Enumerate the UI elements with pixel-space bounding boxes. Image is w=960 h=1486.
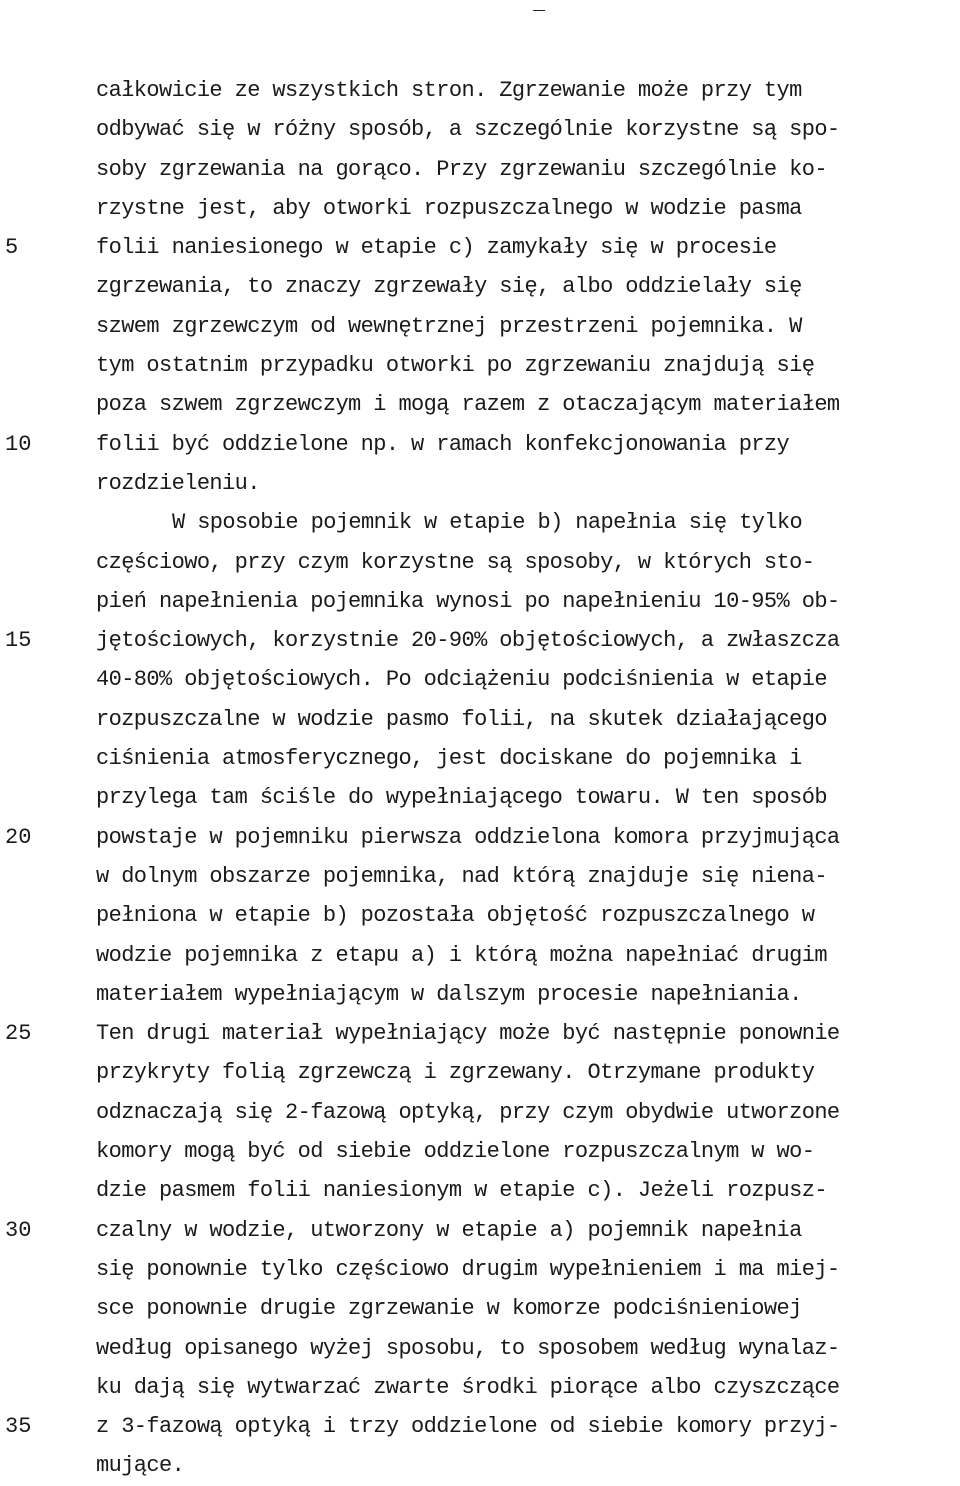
text-line: powstaje w pojemniku pierwsza oddzielona komora przyjmująca — [96, 824, 840, 850]
text-line: całkowicie ze wszystkich stron. Zgrzewanie może przy tym — [96, 78, 802, 103]
text-line: dzie pasmem folii naniesionym w etapie c). Jeżeli rozpusz- — [96, 1178, 827, 1204]
text-line: częściowo, przy czym korzystne są sposoby, w których sto- — [96, 549, 815, 575]
text-line: komory mogą być od siebie oddzielone rozpuszczalnym w wo- — [96, 1139, 815, 1165]
document-body — [96, 71, 960, 1486]
text-line: folii być oddzielone np. w ramach konfekcjonowania przy — [96, 431, 790, 457]
text-line: szwem zgrzewczym od wewnętrznej przestrzeni pojemnika. W — [96, 313, 802, 339]
paragraph-first-line: W sposobie pojemnik w etapie b) napełnia się tylko — [172, 510, 803, 536]
text-line: ku dają się wytwarzać zwarte środki piorące albo czyszczące — [96, 1374, 840, 1400]
text-line: się ponownie tylko częściowo drugim wypełnieniem i ma miej- — [96, 1256, 840, 1282]
line-number: 10 — [5, 432, 32, 457]
text-line: mujące. — [96, 1453, 185, 1479]
text-line: poza szwem zgrzewczym i mogą razem z otaczającym materiałem — [96, 392, 840, 418]
text-line: według opisanego wyżej sposobu, to sposobem według wynalaz- — [96, 1335, 840, 1361]
text-line: Ten drugi materiał wypełniający może być następnie ponownie — [96, 1021, 840, 1047]
line-number: 20 — [5, 825, 32, 850]
text-line: soby zgrzewania na gorąco. Przy zgrzewaniu szczególnie ko- — [96, 156, 827, 182]
text-line: jętościowych, korzystnie 20-90% objętościowych, a zwłaszcza — [96, 628, 840, 654]
text-line: sce ponownie drugie zgrzewanie w komorze podciśnieniowej — [96, 1296, 802, 1322]
text-line: rozdzieleniu. — [96, 470, 260, 496]
text-line: rozpuszczalne w wodzie pasmo folii, na skutek działającego — [96, 706, 827, 732]
line-number: 35 — [5, 1414, 32, 1439]
text-line: przykryty folią zgrzewczą i zgrzewany. Otrzymane produkty — [96, 1060, 815, 1086]
text-line: pełniona w etapie b) pozostała objętość rozpuszczalnego w — [96, 903, 815, 929]
text-line: 40-80% objętościowych. Po odciążeniu podciśnienia w etapie — [96, 667, 827, 693]
text-line: zgrzewania, to znaczy zgrzewały się, albo oddzielały się — [96, 274, 802, 300]
line-number: 30 — [5, 1218, 32, 1243]
text-line: odbywać się w różny sposób, a szczególnie korzystne są spo- — [96, 117, 840, 143]
text-line: z 3-fazową optyką i trzy oddzielone od siebie komory przyj- — [96, 1414, 840, 1440]
text-line: pień napełnienia pojemnika wynosi po napełnieniu 10-95% ob- — [96, 588, 840, 614]
text-line: odznaczają się 2-fazową optyką, przy czym obydwie utworzone — [96, 1099, 840, 1125]
text-line: folii naniesionego w etapie c) zamykały się w procesie — [96, 235, 777, 261]
text-line: przylega tam ściśle do wypełniającego towaru. W ten sposób — [96, 785, 827, 811]
text-line: w dolnym obszarze pojemnika, nad którą znajduje się niena- — [96, 863, 827, 889]
line-number: 25 — [5, 1021, 32, 1046]
line-number: 5 — [5, 235, 19, 260]
text-line: tym ostatnim przypadku otworki po zgrzewaniu znajdują się — [96, 353, 815, 379]
text-line: wodzie pojemnika z etapu a) i którą można napełniać drugim — [96, 942, 827, 968]
text-line: rzystne jest, aby otworki rozpuszczalnego w wodzie pasma — [96, 195, 802, 221]
text-line: materiałem wypełniającym w dalszym procesie napełniania. — [96, 981, 802, 1007]
text-line: czalny w wodzie, utworzony w etapie a) pojemnik napełnia — [96, 1217, 802, 1243]
text-line: ciśnienia atmosferycznego, jest dociskane do pojemnika i — [96, 746, 802, 772]
line-number: 15 — [5, 628, 32, 653]
line-number-gutter — [0, 0, 60, 1480]
page-mark: _ — [533, 0, 546, 16]
